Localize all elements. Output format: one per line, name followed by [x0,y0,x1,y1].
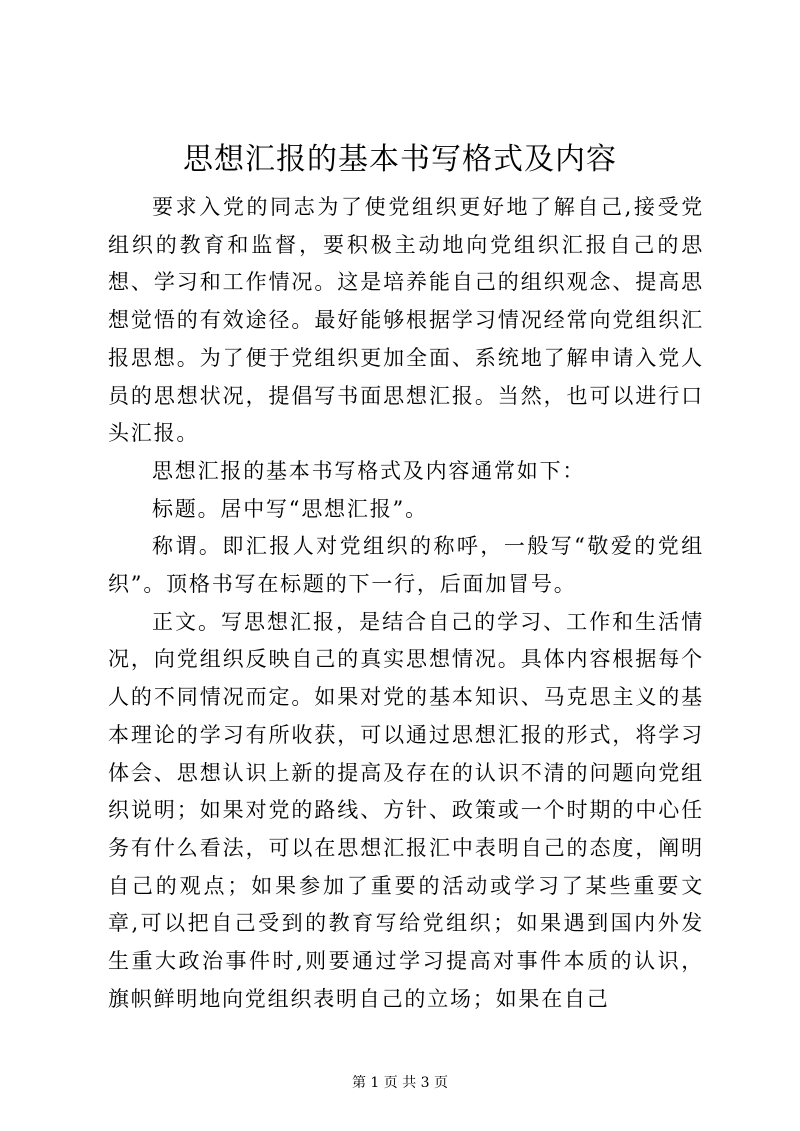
paragraph-format-overview: 思想汇报的基本书写格式及内容通常如下： [152,458,586,483]
document-title: 思想汇报的基本书写格式及内容 [183,142,617,177]
paragraph-salutation-rule: 称谓。即汇报人对党组织的称呼，一般写“敬爱的党组织”。顶格书写在标题的下一行，后面加冒号。 [108,534,704,597]
document-body [108,189,704,1018]
paragraph-title-rule: 标题。居中写“思想汇报”。 [152,496,428,521]
paragraph-intro: 要求入党的同志为了使党组织更好地了解自己,接受党组织的教育和监督，要积极主动地向党组织汇报自己的思想、学习和工作情况。这是培养能自己的组织观念、提高思想觉悟的有效途径。最好能够根据学习情况经常向党组织汇报思想。为了便于党组织更加全面、系统地了解申请入党人员的思想状况，提倡写书面思想汇报。当然，也可以进行口头汇报。 [108,195,704,446]
page-footer: 第 1 页 共 3 页 [351,1075,449,1091]
paragraph-main-text-rule: 正文。写思想汇报，是结合自己的学习、工作和生活情况，向党组织反映自己的真实思想情况。具体内容根据每个人的不同情况而定。如果对党的基本知识、马克思主义的基本理论的学习有所收获，可以通过思想汇报的形式，将学习体会、思想认识上新的提高及存在的认识不清的问题向党组织说明；如果对党的路线、方针、政策或一个时期的中心任务有什么看法，可以在思想汇报汇中表明自己的态度，阐明自己的观点；如果参加了重要的活动或学习了某些重要文章,可以把自己受到的教育写给党组织；如果遇到国内外发生重大政治事件时,则要通过学习提高对事件本质的认识，旗帜鲜明地向党组织表明自己的立场；如果在自己 [108,609,704,1011]
